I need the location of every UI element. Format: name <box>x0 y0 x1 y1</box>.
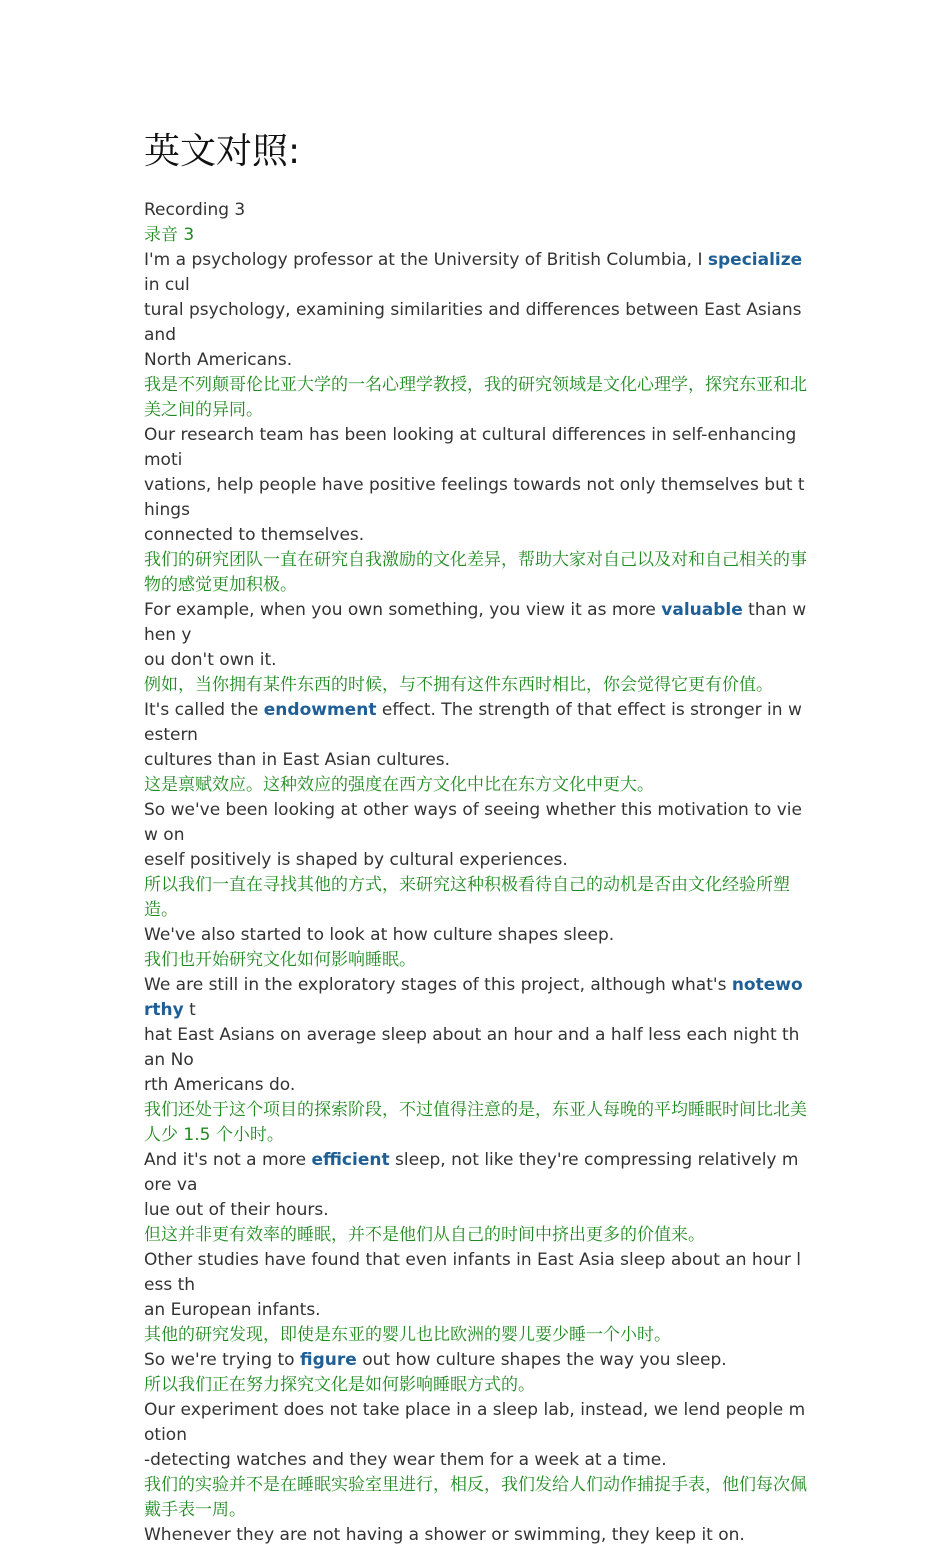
text-segment: Other studies have found that even infants in East Asia sleep about an hour less th an European infants. <box>144 1250 801 1320</box>
english-paragraph <box>144 1398 808 1473</box>
chinese-translation <box>144 1473 808 1523</box>
text-segment: 我们的实验并不是在睡眠实验室里进行，相反，我们发给人们动作捕捉手表，他们每次佩 戴手表一周。 <box>144 1475 807 1520</box>
english-paragraph <box>144 598 808 673</box>
chinese-translation <box>144 1223 808 1248</box>
text-segment: We are still in the exploratory stages of this project, although what's <box>144 975 732 995</box>
text-segment: 所以我们正在努力探究文化是如何影响睡眠方式的。 <box>144 1375 535 1395</box>
text-segment: And it's not a more <box>144 1150 312 1170</box>
text-segment: out how culture shapes the way you sleep. <box>356 1350 727 1370</box>
chinese-translation <box>144 773 808 798</box>
vocabulary-keyword: endowment <box>263 700 377 720</box>
english-paragraph <box>144 198 808 223</box>
text-segment: 这是禀赋效应。这种效应的强度在西方文化中比在东方文化中更大。 <box>144 775 654 795</box>
english-paragraph <box>144 248 808 373</box>
text-segment: Whenever they are not having a shower or swimming, they keep it on. <box>144 1525 745 1545</box>
chinese-translation <box>144 1323 808 1348</box>
text-segment: 我是不列颠哥伦比亚大学的一名心理学教授，我的研究领域是文化心理学，探究东亚和北 美之间的异同。 <box>144 375 807 420</box>
english-paragraph <box>144 923 808 948</box>
vocabulary-keyword: noteworthy <box>144 975 803 1020</box>
text-segment: than when y ou don't own it. <box>144 600 807 670</box>
document-page <box>144 128 808 1548</box>
english-paragraph <box>144 1248 808 1323</box>
text-segment: in cul tural psychology, examining similarities and differences between East Asians and North Americans. <box>144 275 802 370</box>
chinese-translation <box>144 673 808 698</box>
chinese-translation <box>144 548 808 598</box>
text-segment: 我们也开始研究文化如何影响睡眠。 <box>144 950 416 970</box>
vocabulary-keyword: valuable <box>661 600 743 620</box>
text-segment: 例如，当你拥有某件东西的时候，与不拥有这件东西时相比，你会觉得它更有价值。 <box>144 675 773 695</box>
page-title: 英文对照: <box>144 131 301 172</box>
text-segment: Our research team has been looking at cultural differences in self-enhancing moti vations, help people have positive feelings towards not only themselves but things connected to themselves. <box>144 425 805 545</box>
vocabulary-keyword: efficient <box>311 1150 390 1170</box>
text-segment: 我们还处于这个项目的探索阶段，不过值得注意的是，东亚人每晚的平均睡眠时间比北美 人少 1.5 个小时。 <box>144 1100 807 1145</box>
text-segment: For example, when you own something, you view it as more <box>144 600 662 620</box>
chinese-translation <box>144 948 808 973</box>
english-paragraph <box>144 973 808 1098</box>
text-segment: 录音 3 <box>144 225 195 245</box>
text-segment: effect. The strength of that effect is stronger in western cultures than in East Asian cultures. <box>144 700 802 770</box>
vocabulary-keyword: specialize <box>707 250 803 270</box>
text-segment: Recording 3 <box>144 200 246 220</box>
text-segment: I'm a psychology professor at the University of British Columbia, I <box>144 250 708 270</box>
text-segment: So we're trying to <box>144 1350 300 1370</box>
english-paragraph <box>144 798 808 873</box>
chinese-translation <box>144 1098 808 1148</box>
text-segment: t hat East Asians on average sleep about an hour and a half less each night than No rth Americans do. <box>144 1000 800 1095</box>
text-segment: 其他的研究发现，即使是东亚的婴儿也比欧洲的婴儿要少睡一个小时。 <box>144 1325 671 1345</box>
text-segment: We've also started to look at how culture shapes sleep. <box>144 925 615 945</box>
text-segment: sleep, not like they're compressing relatively more va lue out of their hours. <box>144 1150 799 1220</box>
vocabulary-keyword: figure <box>300 1350 357 1370</box>
english-paragraph <box>144 1348 808 1373</box>
chinese-translation <box>144 223 808 248</box>
english-paragraph <box>144 698 808 773</box>
bilingual-transcript <box>144 198 808 1548</box>
text-segment: 但这并非更有效率的睡眠，并不是他们从自己的时间中挤出更多的价值来。 <box>144 1225 705 1245</box>
text-segment: It's called the <box>144 700 264 720</box>
chinese-translation <box>144 873 808 923</box>
english-paragraph <box>144 1148 808 1223</box>
english-paragraph <box>144 1523 808 1548</box>
text-segment: Our experiment does not take place in a sleep lab, instead, we lend people motion -detecting watches and they wear them for a week at a time. <box>144 1400 806 1470</box>
text-segment: So we've been looking at other ways of seeing whether this motivation to view on eself positively is shaped by cultural experiences. <box>144 800 802 870</box>
chinese-translation <box>144 1373 808 1398</box>
text-segment: 我们的研究团队一直在研究自我激励的文化差异，帮助大家对自己以及对和自己相关的事 物的感觉更加积极。 <box>144 550 807 595</box>
chinese-translation <box>144 373 808 423</box>
english-paragraph <box>144 423 808 548</box>
text-segment: 所以我们一直在寻找其他的方式，来研究这种积极看待自己的动机是否由文化经验所塑造。 <box>144 875 790 920</box>
